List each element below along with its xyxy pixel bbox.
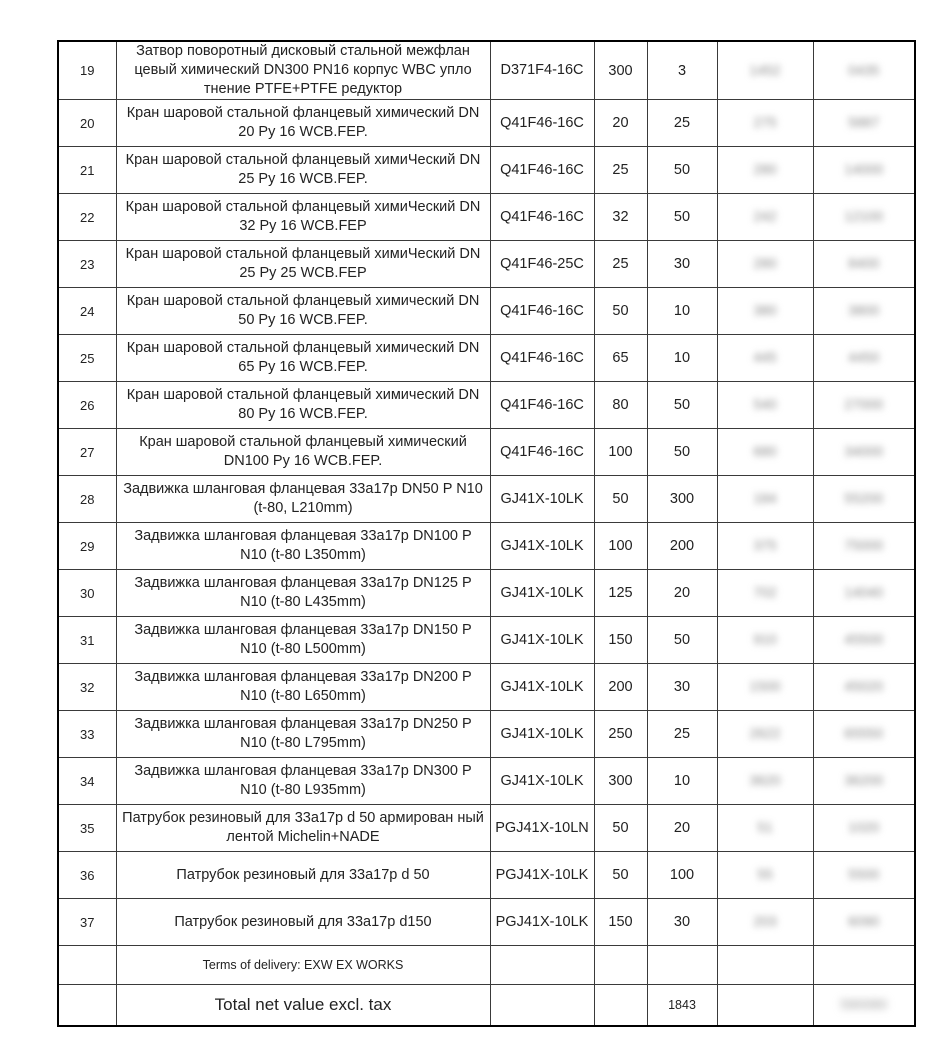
item-total-text: 12100 [844,208,884,224]
item-total-redacted [813,194,915,241]
item-quantity: 200 [647,523,717,570]
item-total-redacted [813,852,915,899]
item-quantity: 50 [647,617,717,664]
table-row [58,288,915,335]
item-description: Задвижка шланговая фланцевая 33а17р DN100 P N10 (t-80 L350mm) [116,523,490,570]
price-table [57,40,916,1027]
table-row [58,41,915,100]
item-model: PGJ41X-10LK [490,852,594,899]
item-description: Кран шаровой стальной фланцевый химический DN 20 Py 16 WCB.FEP. [116,100,490,147]
item-total-text: 6090 [848,913,880,929]
item-total-redacted [813,147,915,194]
item-unit-price-redacted [717,429,813,476]
item-description: Задвижка шланговая фланцевая 33а17р DN50 P N10 (t-80, L210mm) [116,476,490,523]
table-row [58,100,915,147]
item-quantity: 3 [647,41,717,100]
item-unit-price-redacted [717,617,813,664]
total-value-redacted [813,985,915,1026]
item-dn: 300 [594,41,647,100]
terms-row [58,946,915,985]
table-row [58,335,915,382]
item-unit-price-text: 1500 [749,678,781,694]
table-row [58,194,915,241]
item-unit-price-redacted [717,241,813,288]
row-number: 23 [58,241,116,288]
item-unit-price-redacted [717,382,813,429]
item-description: Задвижка шланговая фланцевая 33а17р DN200 P N10 (t-80 L650mm) [116,664,490,711]
item-description: Патрубок резиновый для 33а17р d150 [116,899,490,946]
item-unit-price-text: 280 [753,255,777,271]
item-unit-price-text: 445 [753,349,777,365]
item-quantity: 25 [647,100,717,147]
item-model: GJ41X-10LK [490,664,594,711]
item-model: GJ41X-10LK [490,523,594,570]
table-row [58,476,915,523]
price-table-sheet [57,40,914,1027]
item-unit-price-redacted [717,288,813,335]
item-unit-price-redacted [717,758,813,805]
item-quantity: 50 [647,147,717,194]
item-total-text: 5887 [848,114,880,130]
item-unit-price-redacted [717,147,813,194]
item-total-text: 45020 [844,678,884,694]
item-quantity: 100 [647,852,717,899]
item-total-redacted [813,805,915,852]
item-model: GJ41X-10LK [490,758,594,805]
item-model: Q41F46-16C [490,194,594,241]
item-quantity: 50 [647,194,717,241]
item-total-text: 1020 [848,819,880,835]
table-row [58,570,915,617]
item-dn: 25 [594,241,647,288]
item-dn: 250 [594,711,647,758]
item-dn: 25 [594,147,647,194]
item-dn: 125 [594,570,647,617]
item-total-text: 45500 [844,631,884,647]
item-model: Q41F46-16C [490,382,594,429]
item-description: Кран шаровой стальной фланцевый химиЧеский DN 25 Py 16 WCB.FEP. [116,147,490,194]
table-row [58,711,915,758]
item-model: Q41F46-16C [490,147,594,194]
total-value-text: 590080 [840,995,888,1012]
item-unit-price-text: 242 [753,208,777,224]
row-number: 32 [58,664,116,711]
item-description: Задвижка шланговая фланцевая 33а17р DN250 P N10 (t-80 L795mm) [116,711,490,758]
item-quantity: 50 [647,429,717,476]
item-quantity: 10 [647,335,717,382]
item-unit-price-text: 184 [753,490,777,506]
item-unit-price-text: 2622 [749,725,781,741]
row-number: 24 [58,288,116,335]
item-total-text: 0435 [848,61,880,78]
item-quantity: 20 [647,570,717,617]
item-unit-price-redacted [717,852,813,899]
item-dn: 150 [594,617,647,664]
item-dn: 150 [594,899,647,946]
table-row [58,147,915,194]
item-total-redacted [813,382,915,429]
item-dn: 50 [594,288,647,335]
item-unit-price-text: 910 [753,631,777,647]
item-unit-price-text: 540 [753,396,777,412]
item-unit-price-text: 375 [753,537,777,553]
row-number: 36 [58,852,116,899]
item-unit-price-text: 1452 [749,61,781,78]
item-total-text: 3800 [848,302,880,318]
item-dn: 32 [594,194,647,241]
item-description: Задвижка шланговая фланцевая 33а17р DN300 P N10 (t-80 L935mm) [116,758,490,805]
item-model: D371F4-16C [490,41,594,100]
table-body [58,41,915,1026]
row-number: 30 [58,570,116,617]
item-description: Задвижка шланговая фланцевая 33а17р DN150 P N10 (t-80 L500mm) [116,617,490,664]
row-number: 28 [58,476,116,523]
item-quantity: 300 [647,476,717,523]
item-unit-price-text: 702 [753,584,777,600]
row-number: 29 [58,523,116,570]
total-label: Total net value excl. tax [116,985,490,1026]
terms-empty-cell [58,946,116,985]
item-total-text: 27000 [844,396,884,412]
item-dn: 50 [594,852,647,899]
item-model: Q41F46-16C [490,288,594,335]
row-number: 22 [58,194,116,241]
table-row [58,523,915,570]
item-dn: 300 [594,758,647,805]
item-unit-price-redacted [717,476,813,523]
item-total-redacted [813,429,915,476]
table-row [58,805,915,852]
item-unit-price-redacted [717,570,813,617]
item-description: Задвижка шланговая фланцевая 33а17р DN125 P N10 (t-80 L435mm) [116,570,490,617]
item-quantity: 50 [647,382,717,429]
item-dn: 100 [594,429,647,476]
item-total-redacted [813,523,915,570]
item-total-text: 75000 [844,537,884,553]
item-unit-price-redacted [717,805,813,852]
item-quantity: 30 [647,899,717,946]
row-number: 27 [58,429,116,476]
item-unit-price-text: 3620 [749,772,781,788]
item-model: GJ41X-10LK [490,617,594,664]
item-unit-price-redacted [717,523,813,570]
item-unit-price-redacted [717,335,813,382]
item-total-text: 14000 [844,161,884,177]
item-total-redacted [813,241,915,288]
item-unit-price-text: 275 [753,114,777,130]
item-total-redacted [813,476,915,523]
item-quantity: 10 [647,758,717,805]
table-row [58,241,915,288]
item-total-redacted [813,664,915,711]
table-row [58,758,915,805]
item-unit-price-text: 51 [757,819,773,835]
item-dn: 80 [594,382,647,429]
item-unit-price-redacted [717,41,813,100]
item-quantity: 25 [647,711,717,758]
row-number: 34 [58,758,116,805]
table-row [58,617,915,664]
item-description: Затвор поворотный дисковый стальной межфлан цевый химический DN300 PN16 корпус WBC упло тнение PTFE+PTFE редуктор [116,41,490,100]
table-row [58,429,915,476]
item-total-text: 55200 [844,490,884,506]
item-unit-price-redacted [717,194,813,241]
item-unit-price-redacted [717,100,813,147]
item-total-redacted [813,41,915,100]
item-dn: 20 [594,100,647,147]
total-row [58,985,915,1026]
terms-of-delivery: Terms of delivery: EXW EX WORKS [116,946,490,985]
item-dn: 50 [594,805,647,852]
item-total-text: 36200 [844,772,884,788]
item-description: Патрубок резиновый для 33а17р d 50 [116,852,490,899]
item-unit-price-text: 203 [753,913,777,929]
row-number: 31 [58,617,116,664]
row-number: 35 [58,805,116,852]
row-number: 26 [58,382,116,429]
item-total-redacted [813,288,915,335]
item-unit-price-text: 380 [753,302,777,318]
item-total-redacted [813,899,915,946]
item-model: Q41F46-16C [490,429,594,476]
item-model: Q41F46-16C [490,335,594,382]
item-quantity: 10 [647,288,717,335]
item-model: GJ41X-10LK [490,476,594,523]
table-row [58,382,915,429]
row-number: 20 [58,100,116,147]
item-total-redacted [813,100,915,147]
table-row [58,664,915,711]
table-row [58,899,915,946]
table-row [58,852,915,899]
item-unit-price-redacted [717,664,813,711]
item-model: Q41F46-16C [490,100,594,147]
item-total-text: 65550 [844,725,884,741]
item-quantity: 30 [647,241,717,288]
item-total-text: 4450 [848,349,880,365]
row-number: 25 [58,335,116,382]
item-total-redacted [813,617,915,664]
row-number: 19 [58,41,116,100]
item-unit-price-text: 55 [757,866,773,882]
item-total-text: 5500 [848,866,880,882]
item-description: Кран шаровой стальной фланцевый химический DN 65 Py 16 WCB.FEP. [116,335,490,382]
item-quantity: 30 [647,664,717,711]
row-number: 33 [58,711,116,758]
item-model: GJ41X-10LK [490,711,594,758]
item-model: PGJ41X-10LN [490,805,594,852]
item-model: PGJ41X-10LK [490,899,594,946]
item-description: Кран шаровой стальной фланцевый химический DN100 Py 16 WCB.FEP. [116,429,490,476]
item-description: Кран шаровой стальной фланцевый химиЧеский DN 32 Py 16 WCB.FEP [116,194,490,241]
item-total-redacted [813,711,915,758]
item-unit-price-text: 680 [753,443,777,459]
item-unit-price-redacted [717,711,813,758]
row-number: 21 [58,147,116,194]
item-unit-price-redacted [717,899,813,946]
item-quantity: 20 [647,805,717,852]
item-total-redacted [813,758,915,805]
item-total-redacted [813,335,915,382]
item-description: Кран шаровой стальной фланцевый химический DN 50 Py 16 WCB.FEP. [116,288,490,335]
item-description: Патрубок резиновый для 33а17р d 50 армирован ный лентой Michelin+NADE [116,805,490,852]
item-total-redacted [813,570,915,617]
item-dn: 50 [594,476,647,523]
total-quantity: 1843 [647,985,717,1026]
item-dn: 100 [594,523,647,570]
item-total-text: 8400 [848,255,880,271]
item-unit-price-text: 280 [753,161,777,177]
item-total-text: 34000 [844,443,884,459]
item-model: Q41F46-25C [490,241,594,288]
item-dn: 200 [594,664,647,711]
item-dn: 65 [594,335,647,382]
item-model: GJ41X-10LK [490,570,594,617]
item-description: Кран шаровой стальной фланцевый химический DN 80 Py 16 WCB.FEP. [116,382,490,429]
item-description: Кран шаровой стальной фланцевый химиЧеский DN 25 Py 25 WCB.FEP [116,241,490,288]
item-total-text: 14040 [844,584,884,600]
row-number: 37 [58,899,116,946]
